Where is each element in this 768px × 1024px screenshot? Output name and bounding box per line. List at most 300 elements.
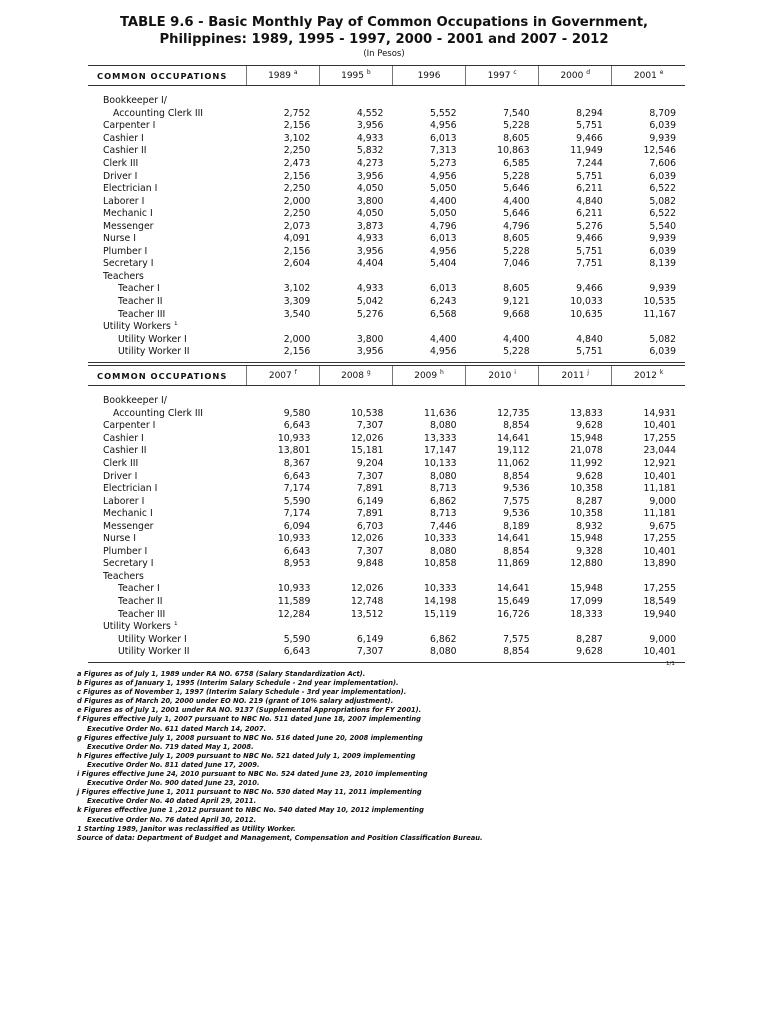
occupation-label [88, 520, 246, 533]
footnote-line: Executive Order No. 76 dated April 30, 2012. [87, 815, 257, 824]
table-row [88, 283, 685, 296]
pay-value: 7,575 [503, 633, 530, 645]
table-row [88, 246, 685, 259]
pay-value: 12,748 [350, 596, 384, 608]
pay-value: 10,333 [424, 533, 457, 545]
pay-value: 7,307 [356, 545, 384, 557]
pay-value: 13,333 [424, 432, 457, 444]
pay-value: 8,854 [503, 545, 530, 557]
pay-value [539, 571, 612, 584]
pay-value: 10,333 [424, 583, 457, 595]
pay-value: 12,880 [570, 558, 603, 570]
pay-value: 11,636 [424, 407, 457, 419]
occupation-name: Laborer I [103, 495, 145, 507]
pay-value: 6,211 [576, 208, 603, 220]
year-label: 1996 [417, 70, 441, 81]
footnote-line: Executive Order No. 40 dated April 29, 2011. [87, 797, 257, 806]
pay-value: 9,628 [576, 646, 603, 658]
occupation-name: Plumber I [103, 545, 148, 557]
pay-value: 5,228 [503, 346, 530, 358]
table-row [88, 508, 685, 521]
pay-value: 7,307 [356, 470, 384, 482]
pay-value [539, 321, 612, 334]
pay-value: 12,546 [643, 145, 676, 157]
pay-value [612, 95, 685, 108]
pay-value: 14,198 [424, 596, 457, 608]
pay-value [392, 95, 465, 108]
pay-value: 6,568 [429, 308, 457, 320]
footnote-marker: d [586, 68, 591, 76]
pay-value: 3,800 [356, 333, 384, 345]
occupation-name: Teacher II [118, 596, 163, 608]
table-row [88, 271, 685, 284]
occupation-label [88, 183, 246, 196]
occupation-name: Teachers [103, 570, 144, 582]
occupation-label [88, 633, 246, 646]
table-row [88, 583, 685, 596]
occupation-label [88, 571, 246, 584]
pay-value: 5,228 [503, 170, 530, 182]
pay-value: 9,466 [576, 233, 603, 245]
occupation-label [88, 195, 246, 208]
pay-value: 15,948 [570, 583, 603, 595]
pay-value: 15,181 [350, 445, 384, 457]
pay-value: 7,446 [429, 520, 457, 532]
table-row [88, 258, 685, 271]
pay-value [246, 95, 319, 108]
pay-value: 5,228 [503, 245, 530, 257]
occupation-label [88, 133, 246, 146]
pay-value: 17,255 [643, 583, 676, 595]
pay-value: 19,940 [643, 608, 676, 620]
pay-value [539, 395, 612, 408]
column-header-year [319, 66, 392, 86]
occupation-label [88, 108, 246, 121]
pay-value: 8,854 [503, 646, 530, 658]
units-note: (In Pesos) [363, 49, 405, 59]
pay-value: 9,000 [649, 495, 676, 507]
table-row [88, 145, 685, 158]
pay-value: 8,287 [576, 495, 603, 507]
pay-value: 2,000 [283, 333, 311, 345]
pay-value: 7,540 [503, 107, 530, 119]
pay-value: 7,751 [576, 258, 603, 270]
pay-value: 10,033 [570, 296, 603, 308]
pay-table-1989-2001 [88, 65, 685, 363]
footnote-line: i Figures effective June 24, 2010 pursuant to NBC No. 524 dated June 23, 2010 implementing [77, 770, 428, 779]
table-row [88, 408, 685, 421]
pay-value: 7,891 [356, 508, 384, 520]
pay-value: 2,156 [283, 245, 311, 257]
table-row [88, 445, 685, 458]
pay-value [392, 621, 465, 634]
footnote-marker: a [293, 68, 298, 76]
occupation-label [88, 120, 246, 133]
pay-value: 6,643 [283, 545, 311, 557]
occupation-name: Utility Workers [103, 321, 171, 333]
pay-value: 7,046 [503, 258, 530, 270]
pay-value: 6,149 [356, 495, 384, 507]
pay-value: 6,013 [429, 283, 457, 295]
occupation-name: Bookkeeper I/ [103, 395, 167, 407]
pay-value: 6,039 [649, 120, 676, 132]
table-row [88, 195, 685, 208]
occupation-label [88, 433, 246, 446]
pay-value: 9,466 [576, 132, 603, 144]
pay-value: 11,869 [497, 558, 530, 570]
pay-value: 8,139 [649, 258, 676, 270]
occupation-name: Teacher I [118, 583, 160, 595]
occupation-label [88, 145, 246, 158]
pay-value: 7,575 [503, 495, 530, 507]
occupation-name: Nurse I [103, 233, 136, 245]
pay-value: 2,156 [283, 120, 311, 132]
pay-value: 8,080 [429, 470, 457, 482]
occupation-label [88, 170, 246, 183]
occupation-name: Mechanic I [103, 208, 153, 220]
occupation-name: Bookkeeper I/ [103, 95, 167, 107]
pay-value: 7,606 [649, 158, 676, 169]
pay-value: 2,250 [283, 183, 311, 195]
pay-value: 5,050 [429, 208, 457, 220]
occupation-label [88, 246, 246, 259]
table-row [88, 483, 685, 496]
table-row [88, 158, 685, 171]
occupation-label [88, 296, 246, 309]
pay-value: 14,641 [497, 583, 530, 595]
table-row [88, 533, 685, 546]
occupation-label [88, 445, 246, 458]
year-label: 1995 [341, 70, 365, 81]
occupation-name: Teacher II [118, 296, 163, 308]
pay-value: 10,358 [570, 508, 603, 520]
column-header-occupations: COMMON OCCUPATIONS [88, 66, 246, 86]
column-header-year [539, 66, 612, 86]
occupation-label [88, 583, 246, 596]
pay-value: 10,535 [643, 296, 676, 308]
year-label: 2008 [341, 370, 365, 381]
pay-value [392, 271, 465, 284]
pay-value: 4,050 [356, 208, 384, 220]
footnote-marker: i [514, 368, 516, 376]
table-row [88, 183, 685, 196]
year-label: 2007 [268, 370, 292, 381]
pay-value: 8,854 [503, 420, 530, 432]
pay-value: 4,956 [429, 120, 457, 132]
occupation-label [88, 208, 246, 221]
pay-value: 5,646 [503, 183, 530, 195]
pay-value: 17,255 [643, 432, 676, 444]
pay-value [539, 621, 612, 634]
pay-value: 6,643 [283, 470, 311, 482]
pay-value: 8,080 [429, 646, 457, 658]
pay-value: 10,401 [643, 470, 676, 482]
occupation-label [88, 533, 246, 546]
occupation-label [88, 220, 246, 233]
occupation-name: Teacher III [118, 608, 166, 620]
footnote-line: b Figures as of January 1, 1995 (Interim Salary Schedule - 2nd year implementation). [77, 679, 399, 688]
footnote-line: j Figures effective June 1, 2011 pursuant to NBC No. 530 dated May 11, 2011 implementing [77, 788, 422, 797]
column-header-occupations: COMMON OCCUPATIONS [88, 366, 246, 386]
pay-value [466, 321, 539, 334]
footnote-marker: h [440, 368, 444, 376]
pay-value [539, 95, 612, 108]
pay-value: 3,956 [356, 170, 384, 182]
pay-value: 9,939 [649, 233, 676, 245]
occupation-name: Laborer I [103, 195, 145, 207]
pay-value: 17,147 [424, 445, 457, 457]
pay-value: 6,039 [649, 346, 676, 358]
column-header-year [392, 66, 465, 86]
table-row [88, 120, 685, 133]
footnote-line: k Figures effective June 1 ,2012 pursuant to NBC No. 540 dated May 10, 2012 implementing [77, 806, 424, 815]
pay-value: 3,956 [356, 120, 384, 132]
pay-value: 8,932 [576, 520, 603, 532]
footnote-marker: b [366, 68, 371, 76]
pay-value: 5,050 [429, 183, 457, 195]
pay-value: 12,026 [350, 583, 384, 595]
footnote-line: d Figures as of March 20, 2000 under EO NO. 219 (grant of 10% salary adjustment). [77, 697, 394, 706]
pay-value: 5,590 [283, 633, 311, 645]
pay-value: 9,628 [576, 420, 603, 432]
occupation-label [88, 646, 246, 659]
pay-value: 23,044 [643, 445, 676, 457]
year-label: 2011 [561, 370, 585, 381]
occupation-label [88, 420, 246, 433]
footnote-marker: c [513, 68, 517, 76]
occupation-name: Cashier I [103, 432, 144, 444]
pay-value [319, 321, 392, 334]
pay-value: 6,522 [649, 208, 676, 220]
pay-value: 8,080 [429, 545, 457, 557]
pay-value: 4,400 [503, 333, 530, 345]
table-row [88, 646, 685, 659]
pay-value: 8,709 [649, 107, 676, 119]
pay-value [319, 271, 392, 284]
year-label: 2010 [488, 370, 512, 381]
pay-value: 4,796 [503, 220, 530, 232]
pay-value: 13,512 [350, 608, 384, 620]
year-label: 2009 [414, 370, 438, 381]
occupation-name: Teachers [103, 270, 144, 282]
table-row [88, 208, 685, 221]
pay-value: 4,400 [503, 195, 530, 207]
pay-value: 12,026 [350, 533, 384, 545]
pay-value: 9,121 [503, 296, 530, 308]
occupation-label [88, 483, 246, 496]
occupation-label [88, 346, 246, 359]
pay-value: 3,102 [283, 283, 311, 295]
pay-value: 17,099 [570, 596, 603, 608]
pay-value: 6,013 [429, 233, 457, 245]
pay-value: 4,552 [356, 107, 384, 119]
column-header-year [319, 366, 392, 386]
pay-value: 8,605 [503, 132, 530, 144]
table-row [88, 546, 685, 559]
table-row [88, 420, 685, 433]
footnote-marker: 1 [173, 320, 178, 328]
occupation-name: Messenger [103, 220, 154, 232]
pay-value: 14,931 [643, 407, 676, 419]
pay-value: 4,050 [356, 183, 384, 195]
column-header-year [392, 366, 465, 386]
pay-value: 5,276 [356, 308, 384, 320]
table-row [88, 395, 685, 408]
occupation-name: Teacher I [118, 283, 160, 295]
occupation-label [88, 470, 246, 483]
pay-value: 5,552 [429, 107, 457, 119]
pay-value: 11,992 [570, 458, 603, 469]
table-row [88, 470, 685, 483]
footnote-marker: g [366, 368, 371, 376]
occupation-name: Teacher III [118, 308, 166, 320]
pay-value: 15,119 [424, 608, 457, 620]
table-row [88, 558, 685, 571]
pay-value [466, 271, 539, 284]
pay-value: 10,401 [643, 646, 676, 658]
occupation-name: Clerk III [103, 458, 139, 469]
pay-value [246, 621, 319, 634]
column-header-year [466, 366, 539, 386]
occupation-name: Utility Worker I [118, 333, 187, 345]
pay-value [319, 395, 392, 408]
pay-value: 18,549 [643, 596, 676, 608]
column-header-year [612, 66, 685, 86]
occupation-name: Utility Worker II [118, 646, 190, 658]
pay-value: 5,276 [576, 220, 603, 232]
occupation-name: Electrician I [103, 183, 158, 195]
pay-value: 10,933 [277, 583, 311, 595]
pay-value: 9,848 [356, 558, 384, 570]
pay-value: 5,540 [649, 220, 676, 232]
pay-value: 9,628 [576, 470, 603, 482]
pay-value: 6,243 [429, 296, 457, 308]
occupation-name: Clerk III [103, 158, 139, 169]
table-row [88, 308, 685, 321]
occupation-name: Secretary I [103, 258, 154, 270]
footnote-marker: f [294, 368, 297, 376]
pay-value: 4,933 [356, 132, 384, 144]
occupation-label [88, 95, 246, 108]
pay-value: 3,102 [283, 132, 311, 144]
pay-value: 6,149 [356, 633, 384, 645]
year-label: 1997 [487, 70, 511, 81]
pay-value [466, 395, 539, 408]
pay-value: 8,854 [503, 470, 530, 482]
occupation-name: Accounting Clerk III [113, 107, 204, 119]
pay-value: 6,585 [503, 158, 530, 169]
occupation-name: Cashier I [103, 132, 144, 144]
occupation-name: Mechanic I [103, 508, 153, 520]
occupation-name: Utility Workers [103, 621, 171, 633]
table-row [88, 633, 685, 646]
pay-value: 9,675 [649, 520, 676, 532]
pay-value: 13,801 [277, 445, 311, 457]
occupation-label [88, 395, 246, 408]
table-row [88, 346, 685, 359]
occupation-label [88, 408, 246, 421]
footnote-marker: 1 [173, 620, 178, 628]
occupation-label [88, 495, 246, 508]
pay-value: 11,181 [643, 508, 676, 520]
pay-value: 4,273 [356, 158, 384, 169]
year-label: 2000 [560, 70, 584, 81]
occupation-label [88, 621, 246, 634]
column-header-year [246, 366, 319, 386]
pay-value: 12,735 [497, 407, 530, 419]
occupation-name: Secretary I [103, 558, 154, 570]
pay-value: 15,649 [497, 596, 530, 608]
pay-value: 7,244 [576, 158, 603, 169]
table-row [88, 321, 685, 334]
occupation-name: Carpenter I [103, 420, 156, 432]
pay-value: 6,211 [576, 183, 603, 195]
footnote-line: Executive Order No. 900 dated June 23, 2010. [87, 779, 260, 788]
occupation-label [88, 596, 246, 609]
year-label: 2012 [634, 370, 657, 381]
pay-value: 6,094 [283, 520, 311, 532]
occupation-name: Driver I [103, 170, 138, 182]
pay-value: 10,933 [277, 533, 311, 545]
pay-value: 21,078 [570, 445, 603, 457]
pay-value: 11,062 [497, 458, 530, 469]
pay-value: 5,228 [503, 120, 530, 132]
pay-value: 5,404 [429, 258, 457, 270]
pay-value: 6,643 [283, 646, 311, 658]
pay-value: 5,042 [356, 296, 384, 308]
page-number: 1/1 [666, 661, 675, 667]
pay-value: 8,287 [576, 633, 603, 645]
footnote-line: Executive Order No. 611 dated March 14, 2007. [87, 724, 267, 733]
pay-value: 9,939 [649, 132, 676, 144]
occupation-label [88, 546, 246, 559]
pay-value [612, 621, 685, 634]
footnote-line: g Figures effective July 1, 2008 pursuant to NBC No. 516 dated June 20, 2008 implementing [77, 733, 423, 742]
occupation-label [88, 158, 246, 171]
pay-value: 8,367 [283, 458, 311, 469]
pay-value: 5,082 [649, 195, 676, 207]
pay-value: 8,080 [429, 420, 457, 432]
pay-value: 2,000 [283, 195, 311, 207]
pay-value: 11,167 [643, 308, 676, 320]
table-row [88, 296, 685, 309]
pay-value: 7,307 [356, 420, 384, 432]
title-line-2: Philippines: 1989, 1995 - 1997, 2000 - 2001 and 2007 - 2012 [159, 32, 609, 47]
table-row [88, 170, 685, 183]
occupation-label [88, 321, 246, 334]
occupation-name: Cashier II [103, 445, 147, 457]
pay-value: 2,156 [283, 346, 311, 358]
footnote-line: e Figures as of July 1, 2001 under RA NO. 9137 (Supplemental Appropriations for FY 2001). [77, 706, 422, 715]
pay-value: 4,956 [429, 346, 457, 358]
pay-value [392, 321, 465, 334]
pay-value: 15,948 [570, 533, 603, 545]
footnote-line: Executive Order No. 811 dated June 17, 2009. [87, 760, 260, 769]
pay-table-2007-2012 [88, 365, 685, 663]
table-row [88, 495, 685, 508]
occupation-label [88, 508, 246, 521]
occupation-name: Utility Worker I [118, 633, 187, 645]
pay-value: 12,026 [350, 432, 384, 444]
pay-value: 11,949 [570, 145, 603, 157]
occupation-name: Messenger [103, 520, 154, 532]
pay-value: 4,796 [429, 220, 457, 232]
footnote-marker: j [587, 368, 589, 376]
occupation-name: Utility Worker II [118, 346, 190, 358]
pay-value [246, 395, 319, 408]
pay-value: 15,948 [570, 432, 603, 444]
pay-value: 3,956 [356, 245, 384, 257]
